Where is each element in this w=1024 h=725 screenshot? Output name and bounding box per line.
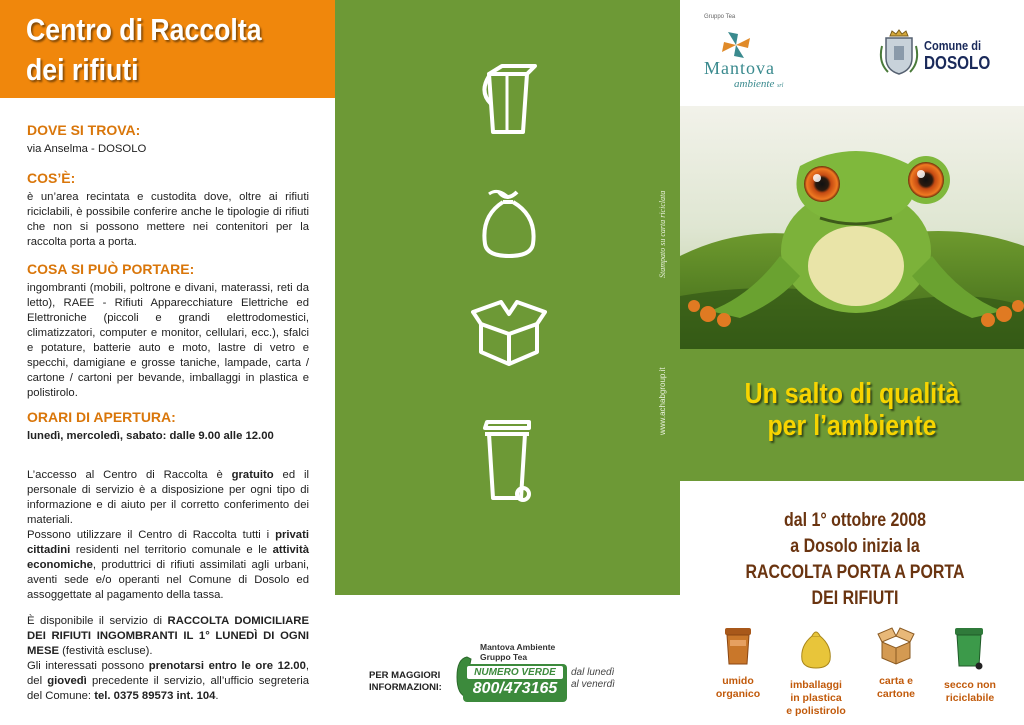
access-business: attività economiche	[27, 544, 309, 571]
booking-phone: tel. 0375 89573 int. 104	[94, 690, 216, 702]
bin-residual	[930, 626, 1010, 705]
toll-free-label: NUMERO VERDE	[467, 666, 563, 679]
left-panel	[0, 0, 335, 725]
access-section	[27, 468, 309, 603]
website-url: www.achabgroup.it	[658, 367, 667, 435]
brand-name: Mantova	[704, 58, 775, 78]
access-text: Possono utilizzare il Centro di Raccolta tutti i	[27, 529, 276, 541]
comune-line-2: DOSOLO	[924, 53, 991, 73]
residual-label	[930, 679, 1010, 705]
access-text: residenti nel territorio comunale e le	[70, 544, 273, 556]
plastic-label-line-3: e polistirolo	[786, 705, 846, 717]
announcement-line-4: DEI RIFIUTI	[811, 588, 899, 609]
recycled-paper-note: Stampato su carta riciclata	[658, 190, 667, 278]
residual-label-line-2: riciclabile	[945, 692, 995, 704]
booking-text: , del	[27, 660, 310, 687]
company-label	[480, 642, 555, 662]
access-private: privati cittadini	[27, 529, 309, 556]
booking-bold: prenotarsi entro le ore 12.00	[148, 660, 306, 672]
organic-label	[698, 675, 778, 701]
right-panel	[680, 0, 1024, 725]
what-text: è un’area recintata e custodita dove, oltre ai rifiuti riciclabili, è possibile conferire anche le tipologie di rifiuti che non si possono mettere nei contenitori per la raccolta porta a porta.	[27, 191, 309, 248]
access-text: ed il personale di servizio è a disposizione per ogni tipo di informazione e di aiuto per il corretto conferimento dei materiali.	[27, 469, 309, 526]
service-bold: RACCOLTA DOMICILIARE DEI RIFIUTI INGOMBRANTI IL 1° LUNEDÌ DI OGNI MESE	[27, 615, 309, 657]
dosolo-crest-icon	[878, 28, 920, 76]
booking-bold: giovedì	[47, 675, 87, 687]
announcement-line-2: a Dosolo inizia la	[790, 536, 920, 557]
announcement-line-1: dal 1° ottobre 2008	[783, 510, 927, 531]
title-banner	[0, 0, 335, 98]
bring-heading: COSA SI PUÒ PORTARE:	[27, 261, 195, 277]
days-line-1: dal lunedì	[571, 667, 615, 678]
organic-bin-icon	[721, 626, 755, 666]
brand-srl: srl	[777, 83, 784, 89]
info-label-line-1: PER MAGGIORI	[369, 670, 441, 681]
toll-free-badge[interactable]	[463, 664, 567, 702]
trash-bin-icon	[477, 62, 541, 137]
brand-sub	[734, 78, 783, 90]
slogan-line-2: per l’ambiente	[767, 410, 937, 442]
access-text: L’accesso al Centro di Raccolta è	[27, 469, 232, 481]
booking-text: precedente il servizio, all’ufficio segreteria del Comune:	[27, 675, 309, 702]
where-heading: DOVE SI TROVA:	[27, 122, 141, 138]
comune-label	[924, 38, 990, 73]
frog-illustration	[680, 106, 1024, 349]
mantova-logo-icon	[718, 28, 754, 62]
service-text: (festività escluse).	[59, 645, 153, 657]
organic-label-line-2: organico	[715, 688, 761, 700]
announcement-line-3: RACCOLTA PORTA A PORTA	[745, 562, 965, 583]
days-line-2: al venerdì	[571, 679, 615, 690]
bin-paper	[856, 626, 936, 701]
organic-label-line-1: umido	[722, 675, 754, 687]
residual-bin-icon	[953, 626, 987, 670]
slogan	[704, 378, 1000, 442]
bring-text: ingombranti (mobili, poltrone e divani, materassi, reti da letto), RAEE - Rifiuti Apparecchiature Elettriche ed Elettroniche (piccoli e grandi elettrodomestici, climatizzatori, computer e monitor, cellulari, ecc.), sfalci e potature, batterie auto e moto, lastre di vetro e specchi, damigiane e grosse taniche, lampade, carta / cartone / cartoni per bevande, imballaggi in plastica e polistirolo.	[27, 282, 309, 399]
plastic-label-line-2: in plastica	[790, 692, 842, 704]
title-line-1: Centro di Raccolta	[26, 12, 262, 47]
access-paragraph-2	[27, 528, 309, 603]
title-line-2: dei rifiuti	[26, 52, 139, 87]
company-name: Mantova Ambiente	[480, 642, 556, 652]
access-free: gratuito	[231, 469, 274, 481]
paper-label-line-2: cartone	[877, 688, 915, 700]
toll-free-number: 800/473165	[472, 680, 558, 697]
paper-label	[856, 675, 936, 701]
where-text: via Anselma - DOSOLO	[27, 143, 147, 155]
slogan-line-1: Un salto di qualità	[744, 378, 960, 410]
plastic-bag-icon	[798, 626, 834, 670]
hours-heading: ORARI DI APERTURA:	[27, 409, 176, 425]
wheelie-bin-icon	[481, 418, 537, 504]
access-text: , produttrici di rifiuti assimilati agli urbani, aventi sede e/o operanti nel Comune di Dosolo ed assoggettate al pagamento della tassa.	[27, 559, 309, 601]
service-days	[571, 667, 615, 691]
bin-plastic	[776, 626, 856, 718]
comune-line-1: Comune di	[924, 38, 982, 53]
garbage-bag-icon	[477, 186, 541, 261]
bin-organic	[698, 626, 778, 701]
paper-box-icon	[876, 626, 916, 666]
residual-label-line-1: secco non	[944, 679, 996, 691]
hours-text: lunedì, mercoledì, sabato: dalle 9.00 alle 12.00	[27, 430, 274, 442]
group-label: Gruppo Tea	[704, 14, 736, 20]
announcement	[733, 508, 977, 612]
plastic-label-line-1: imballaggi	[790, 679, 842, 691]
info-label-line-2: INFORMAZIONI:	[369, 682, 442, 693]
hours-section	[27, 409, 309, 444]
what-section	[27, 170, 309, 250]
company-group: Gruppo Tea	[480, 652, 528, 662]
paper-label-line-1: carta e	[879, 675, 913, 687]
booking-text: Gli interessati possono	[27, 660, 149, 672]
page-title	[26, 10, 318, 90]
booking-text: .	[215, 690, 219, 702]
service-paragraph	[27, 614, 309, 659]
cardboard-box-icon	[471, 300, 547, 368]
where-section	[27, 122, 309, 157]
access-paragraph-1	[27, 468, 309, 528]
info-label	[369, 670, 442, 694]
plastic-label	[776, 679, 856, 718]
service-section	[27, 614, 309, 704]
booking-paragraph	[27, 659, 309, 704]
what-heading: COS’È:	[27, 170, 76, 186]
middle-panel	[335, 0, 680, 725]
bring-section	[27, 261, 309, 401]
service-text: È disponibile il servizio di	[27, 615, 168, 627]
brand-sub-text: ambiente	[734, 78, 775, 90]
